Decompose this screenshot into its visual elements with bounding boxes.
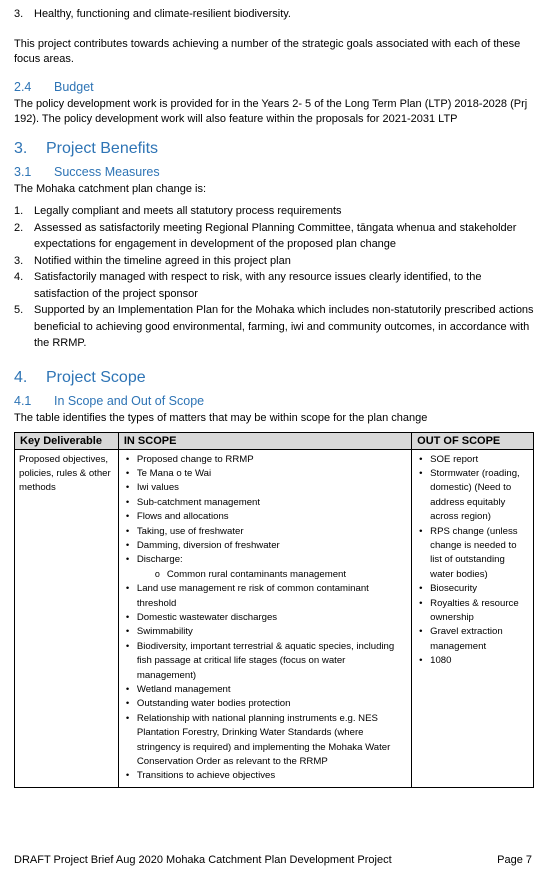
list-item: • Outstanding water bodies protection: [123, 697, 407, 711]
list-item: • Stormwater (roading, domestic) (Need to address equitably across region): [416, 467, 529, 525]
sub-list: [137, 568, 407, 582]
list-item: • Swimmability: [123, 625, 407, 639]
list-item: • Proposed change to RRMP: [123, 453, 407, 467]
list-number: 4.: [14, 271, 24, 283]
list-item: • Wetland management: [123, 683, 407, 697]
list-item: • Gravel extraction management: [416, 625, 529, 654]
measures-intro: The Mohaka catchment plan change is:: [14, 183, 207, 195]
heading-project-benefits: [14, 139, 534, 159]
list-item: [14, 302, 534, 352]
table-row: [15, 449, 534, 787]
list-item: • Royalties & resource ownership: [416, 597, 529, 626]
list-text: Notified within the timeline agreed in this project plan: [34, 254, 291, 267]
list-item: • Te Mana o te Wai: [123, 467, 407, 481]
sub-list-item: o Common rural contaminants management: [155, 568, 407, 582]
heading-project-scope: [14, 368, 534, 388]
list-item: • Flows and allocations: [123, 510, 407, 524]
list-item: • Transitions to achieve objectives: [123, 769, 407, 783]
list-number: 1.: [14, 205, 24, 217]
list-number: 5.: [14, 304, 24, 316]
list-item: • RPS change (unless change is needed to list of outstanding water bodies): [416, 525, 529, 583]
deliverable-cell: Proposed objectives, policies, rules & other methods: [15, 449, 119, 787]
list-item: • 1080: [416, 654, 529, 668]
list-number: 3.: [14, 254, 24, 267]
heading-text: In Scope and Out of Scope: [54, 393, 205, 408]
list-item: [123, 553, 407, 582]
heading-success-measures: [14, 165, 534, 180]
heading-number: 4.: [14, 368, 28, 386]
list-number: 3.: [14, 8, 24, 20]
scope-table: [14, 432, 534, 788]
column-header: OUT OF SCOPE: [412, 432, 534, 449]
in-scope-cell: [118, 449, 411, 787]
list-item: [14, 269, 534, 302]
heading-text: Budget: [54, 80, 94, 94]
heading-number: 3.1: [14, 165, 32, 179]
budget-paragraph: The policy development work is provided for in the Years 2- 5 of the Long Term Plan (LTP) 2018-2028 (Prj 192). The policy development work will also feature within the proposals for 2021-2031 LTP: [14, 98, 528, 125]
heading-in-out-scope: [14, 394, 534, 409]
out-of-scope-cell: [412, 449, 534, 787]
list-item: • Biosecurity: [416, 582, 529, 596]
column-header: Key Deliverable: [15, 432, 119, 449]
list-text: Assessed as satisfactorily meeting Regional Planning Committee, tāngata whenua and stakeholder expectations for engagement in development of the proposed plan change: [34, 221, 517, 250]
out-of-scope-list: [416, 453, 529, 669]
list-item: • Biodiversity, important terrestrial & aquatic species, including fish passage at critical life stages (focus on water management): [123, 640, 407, 683]
list-text: Healthy, functioning and climate-resilient biodiversity.: [34, 8, 291, 20]
list-item: • Relationship with national planning instruments e.g. NES Plantation Forestry, Drinking Water Standards (where stringency is required) and implementing the Mohaka Water Conservation Order as relevant to the RRMP: [123, 712, 407, 770]
list-item: [14, 253, 534, 270]
document-page: [14, 6, 534, 788]
heading-text: Project Scope: [46, 368, 146, 386]
heading-number: 3.: [14, 140, 28, 157]
list-item: • Iwi values: [123, 481, 407, 495]
list-item: • Land use management re risk of common contaminant threshold: [123, 582, 407, 611]
heading-budget: [14, 80, 534, 95]
list-item: • Domestic wastewater discharges: [123, 611, 407, 625]
scope-intro: The table identifies the types of matters that may be within scope for the plan change: [14, 411, 428, 424]
footer-title: DRAFT Project Brief Aug 2020 Mohaka Catchment Plan Development Project: [14, 854, 392, 866]
list-number: 2.: [14, 221, 24, 234]
list-text: Satisfactorily managed with respect to risk, with any resource issues clearly identified, to the satisfaction of the project sponsor: [34, 271, 482, 300]
list-item: • SOE report: [416, 453, 529, 467]
in-scope-list: [123, 453, 407, 784]
list-item: • Taking, use of freshwater: [123, 525, 407, 539]
list-item: [14, 7, 534, 22]
page-footer: [14, 854, 532, 866]
page-number: Page 7: [497, 854, 532, 866]
list-text: Discharge:: [136, 554, 183, 566]
list-text: Supported by an Implementation Plan for the Mohaka which includes non-statutorily prescribed actions beneficial to achieving good environmental, farming, iwi and community outcomes, in accordance with the RRMP.: [34, 304, 534, 349]
list-item: • Sub-catchment management: [123, 496, 407, 510]
list-item: • Damming, diversion of freshwater: [123, 539, 407, 553]
list-item: [14, 220, 534, 253]
heading-text: Success Measures: [54, 165, 160, 179]
table-header-row: [15, 432, 534, 449]
column-header: IN SCOPE: [118, 432, 411, 449]
list-text: Legally compliant and meets all statutory process requirements: [34, 205, 342, 217]
paragraph: This project contributes towards achieving a number of the strategic goals associated with each of these focus areas.: [14, 38, 521, 65]
heading-text: Project Benefits: [46, 140, 159, 157]
heading-number: 2.4: [14, 80, 32, 94]
heading-number: 4.1: [14, 393, 32, 408]
list-item: [14, 203, 534, 220]
success-measures-list: [14, 203, 534, 352]
